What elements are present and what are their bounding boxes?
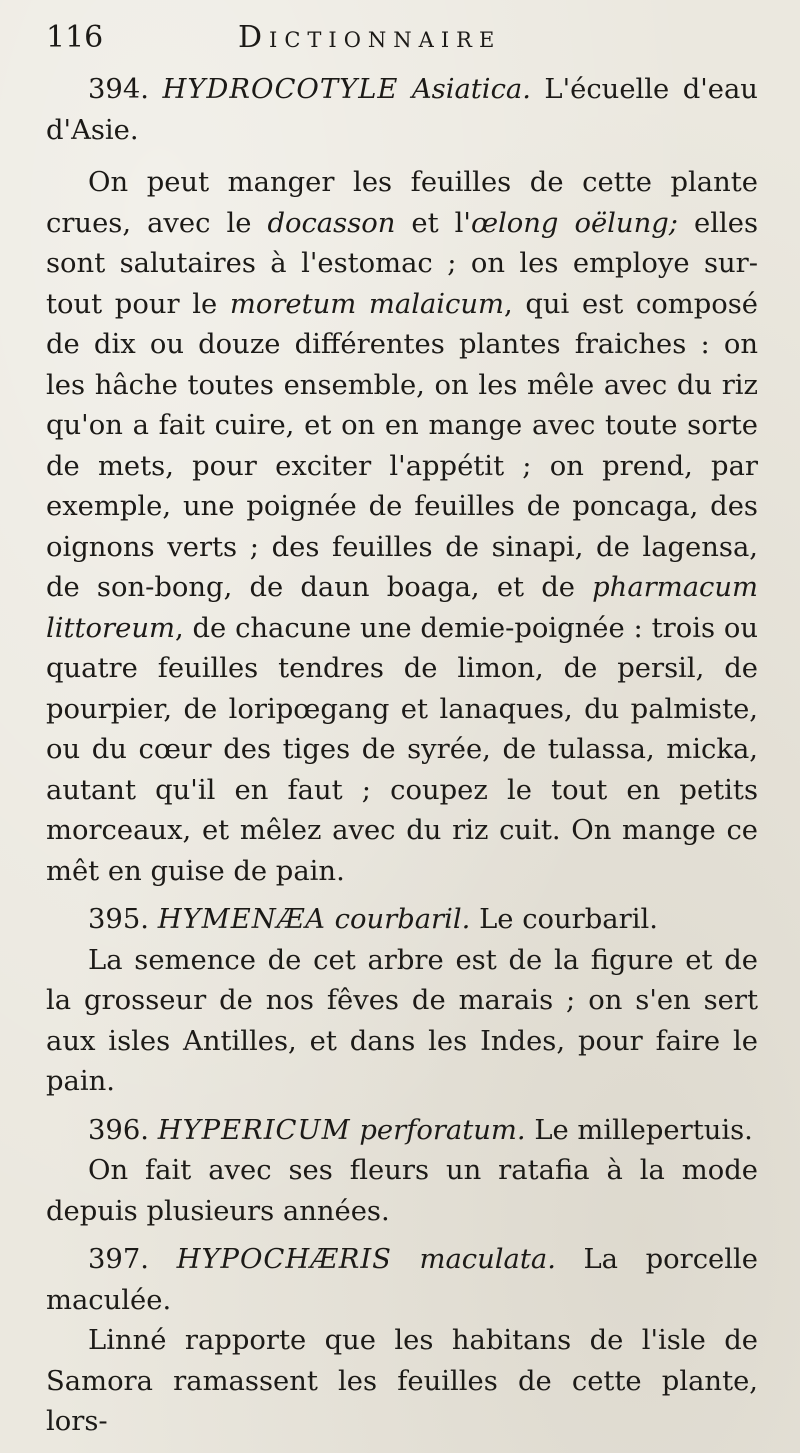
entry-species: perforatum.	[359, 1114, 526, 1146]
text-segment: et l'	[395, 207, 471, 239]
running-title: Dictionnaire	[238, 20, 502, 55]
text-segment: On peut manger les feuilles de cette plante crues, avec le	[46, 167, 758, 239]
page-header	[46, 18, 760, 58]
entry-common-name: Le courbaril.	[479, 904, 658, 935]
entry-number: 394.	[88, 74, 149, 105]
entry-genus: HYDROCOTYLE	[162, 74, 399, 105]
italic-term: docasson	[267, 207, 396, 239]
entry-species: Asiatica.	[411, 74, 531, 105]
entry-number: 396.	[88, 1114, 149, 1146]
page-body	[46, 70, 758, 1451]
entry-genus: HYPOCHÆRIS	[176, 1244, 392, 1275]
entry-text: On fait avec ses fleurs un ratafia à la mode depuis plusieurs années.	[46, 1155, 758, 1227]
entry-text: La semence de cet arbre est de la figure et de la grosseur de nos fêves de marais ; on s'en sert aux isles Antilles, et dans les Indes, pour faire le pain.	[46, 944, 758, 1097]
text-segment: elles sont salutaires à l'estomac ; on les employe sur-tout pour le	[46, 207, 758, 320]
entry-common-name: Le millepertuis.	[534, 1114, 753, 1146]
italic-term: pharmacum littoreum	[46, 572, 758, 644]
entry-genus: HYPERICUM	[157, 1114, 351, 1146]
entry-number: 395.	[88, 904, 149, 935]
entry-heading	[46, 1240, 758, 1321]
page-number: 116	[46, 20, 104, 55]
entry-text: Linné rapporte que les habitans de l'isle de Samora ramassent les feuilles de cette plante, lors-	[46, 1325, 758, 1437]
entry-number: 397.	[88, 1244, 149, 1275]
italic-term: œlong oëlung;	[470, 207, 678, 239]
text-segment: , qui est composé de dix ou douze différentes plantes fraiches : on les hâche toutes ensemble, on les mêle avec du riz qu'on a fait cuire, et on en mange avec toute sorte de mets, pour exciter l'appétit ; on prend, par exemple, une poignée de feuilles de poncaga, des oignons verts ; des feuilles de sinapi, de lagensa, de son-bong, de daun boaga, et de	[46, 288, 758, 603]
entry-common-name: La porcelle maculée.	[46, 1244, 758, 1316]
entry-common-name: L'écuelle d'eau d'Asie.	[46, 74, 758, 146]
italic-term: moretum malaicum	[229, 288, 505, 320]
entry-heading	[46, 1111, 758, 1152]
entry-genus: HYMENÆA	[157, 904, 326, 935]
text-segment: , de chacune une demie-poignée : trois ou quatre feuilles tendres de limon, de persil, de pourpier, de loripœgang et lanaques, du palmiste, ou du cœur des tiges de syrée, de tulassa, micka, autant qu'il en faut ; coupez le tout en petits morceaux, et mêlez avec du riz cuit. On mange ce mêt en guise de pain.	[46, 612, 758, 887]
entry-species: maculata.	[419, 1244, 556, 1275]
entry-text	[46, 163, 758, 892]
entry-heading	[46, 900, 758, 941]
entry-heading	[46, 70, 758, 151]
entry-species: courbaril.	[334, 904, 471, 935]
